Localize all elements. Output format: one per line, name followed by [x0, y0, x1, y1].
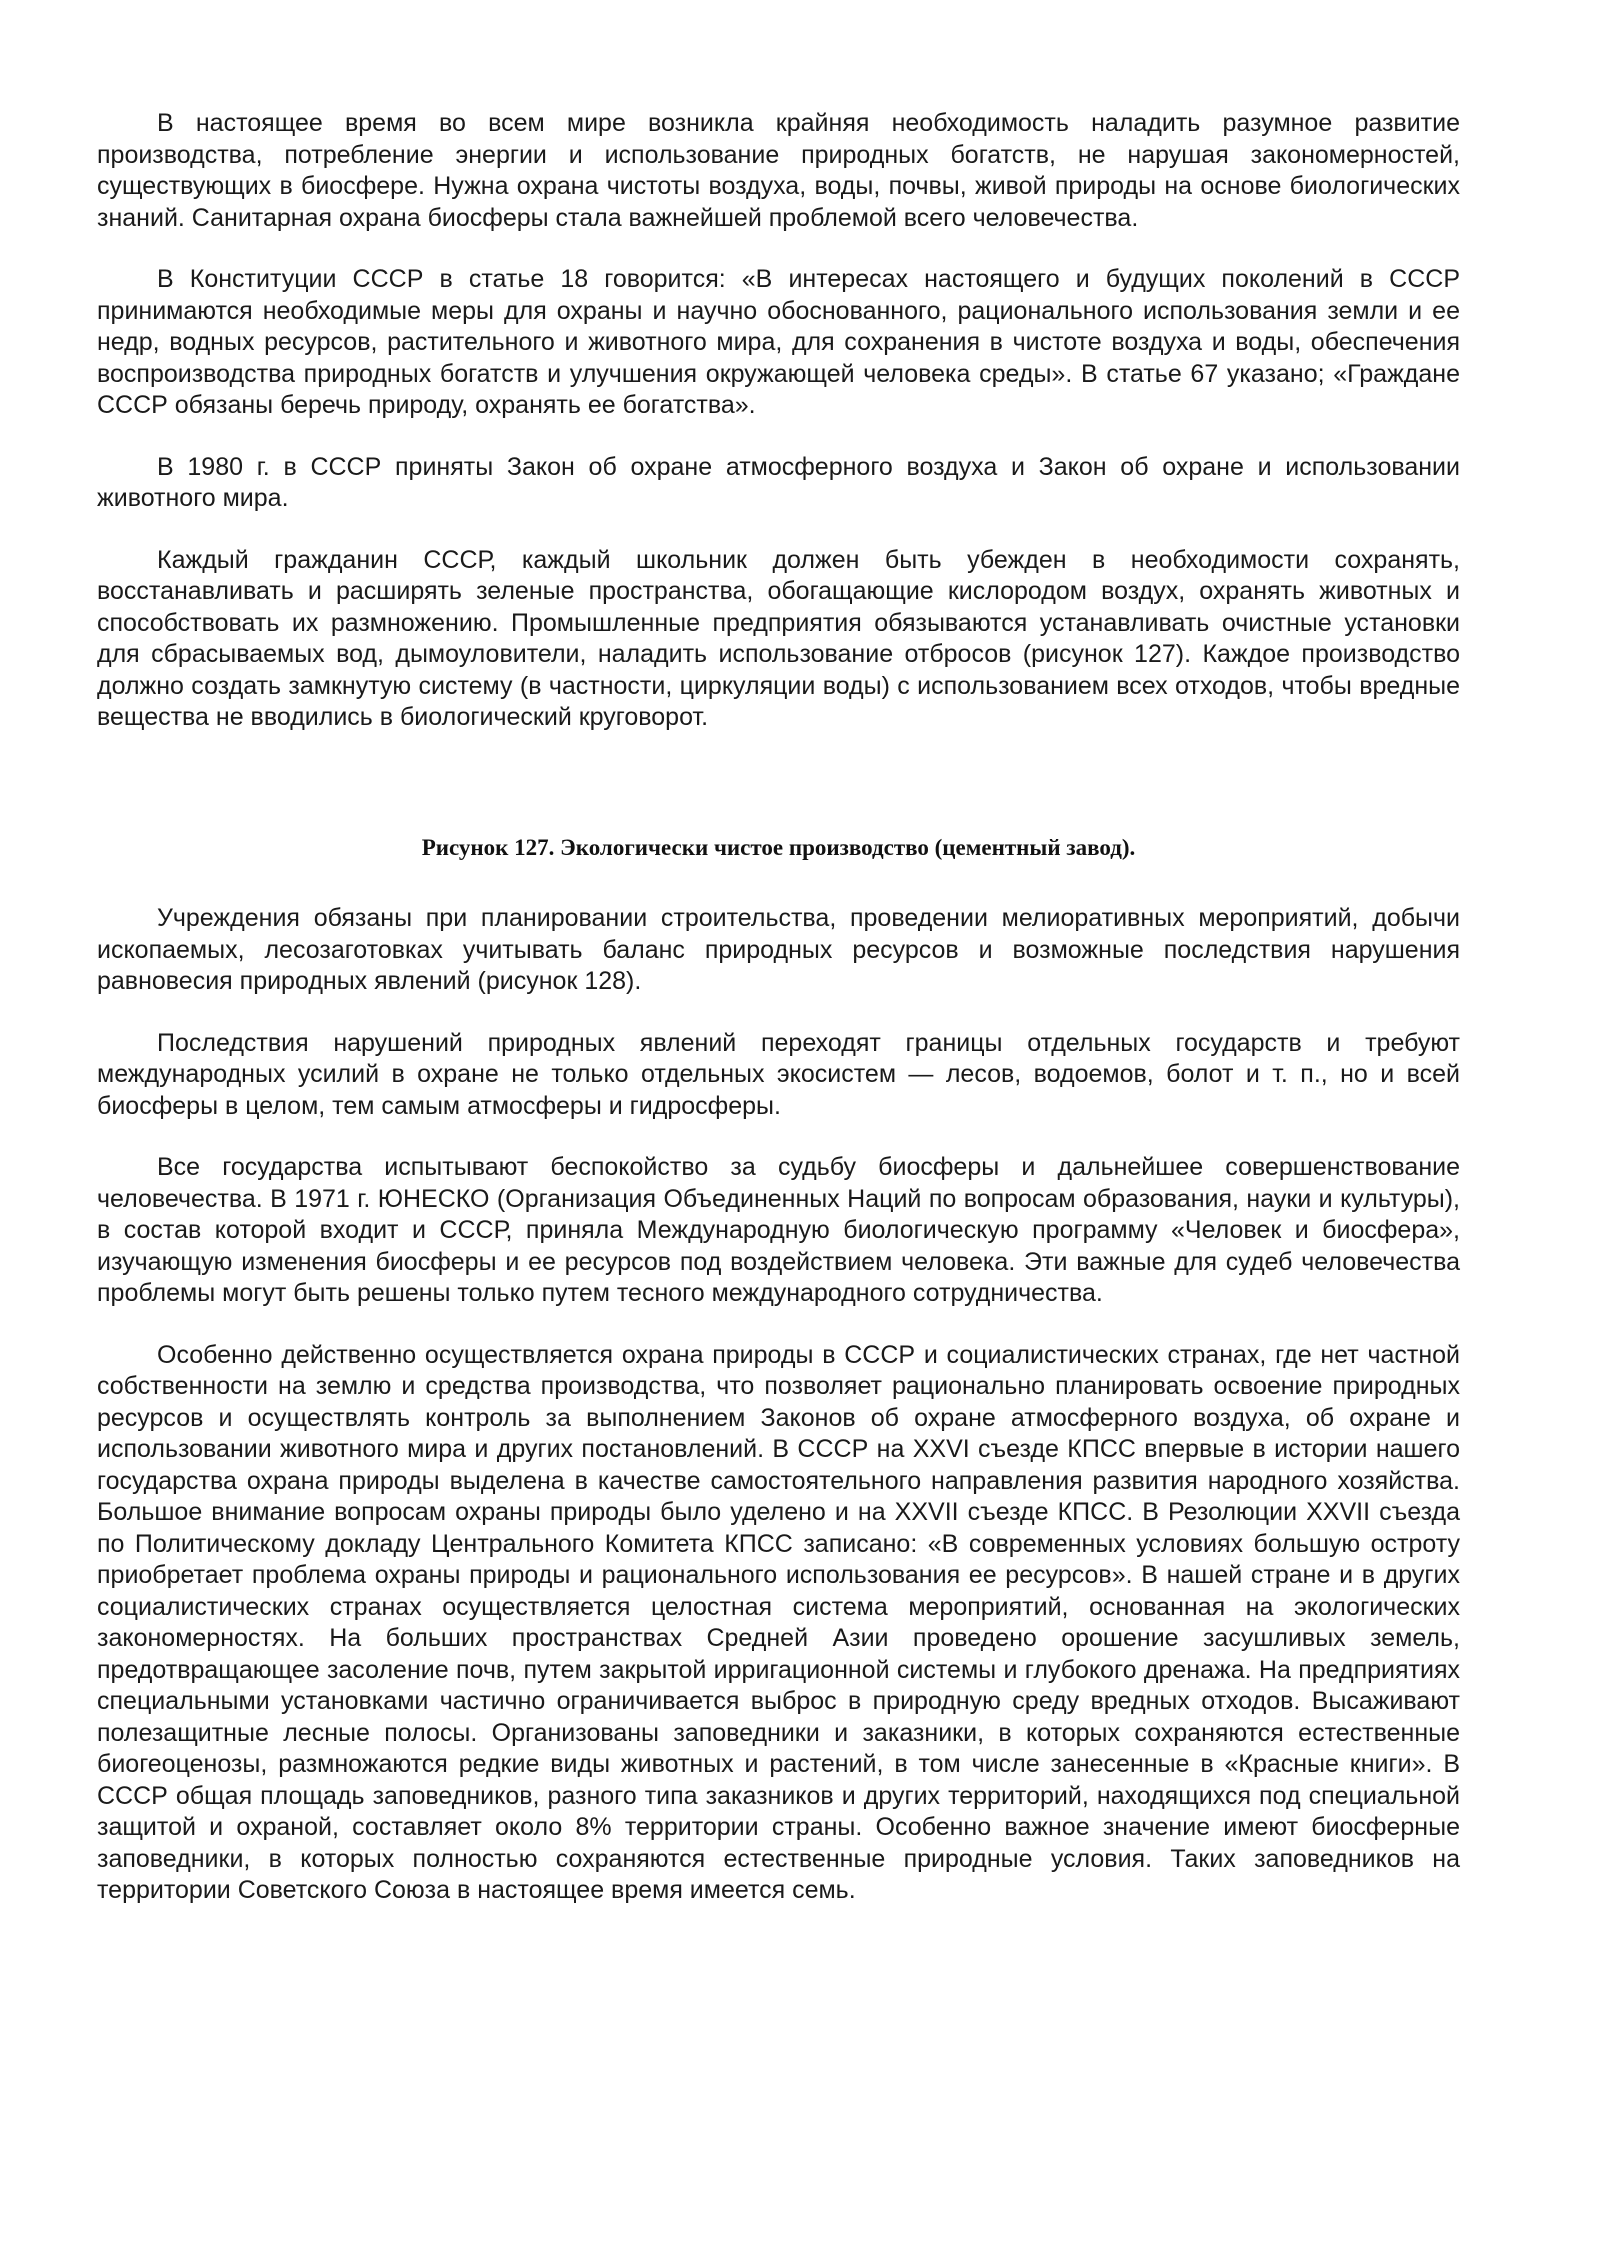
paragraph-6: Последствия нарушений природных явлений переходят границы отдельных государств и требуют международных усилий в охране не только отдельных экосистем — лесов, водоемов, болот и т. п., но и всей биосферы в целом, тем самым атмосферы и гидросферы. [97, 1028, 1460, 1120]
paragraph-7: Все государства испытывают беспокойство за судьбу биосферы и дальнейшее совершенствование человечества. В 1971 г. ЮНЕСКО (Организация Объединенных Наций по вопросам образования, науки и культуры), в состав которой входит и СССР, приняла Международную биологическую программу «Человек и биосфера», изучающую изменения биосферы и ее ресурсов под воздействием человека. Эти важные для судеб человечества проблемы могут быть решены только путем тесного международного сотрудничества. [97, 1153, 1460, 1307]
paragraph-2: В Конституции СССР в статье 18 говорится: «В интересах настоящего и будущих поколений в СССР принимаются необходимые меры для охраны и научно обоснованного, рационального использования земли и ее недр, водных ресурсов, растительного и животного мира, для сохранения в чистоте воздуха и воды, обеспечения воспроизводства природных богатств и улучшения окружающей человека среды». В статье 67 указано; «Граждане СССР обязаны беречь природу, охранять ее богатства». [97, 265, 1460, 419]
paragraph-4: Каждый гражданин СССР, каждый школьник должен быть убежден в необходимости сохранять, восстанавливать и расширять зеленые пространства, обогащающие кислородом воздух, охранять животных и способствовать их размножению. Промышленные предприятия обязываются устанавливать очистные установки для сбрасываемых вод, дымоуловители, наладить использование отбросов (рисунок 127). Каждое производство должно создать замкнутую систему (в частности, циркуляции воды) с использованием всех отходов, чтобы вредные вещества не вводились в биологический круговорот. [97, 545, 1460, 731]
figure-caption: Рисунок 127. Экологически чистое производство (цементный завод). [421, 834, 1136, 860]
paragraph-3: В 1980 г. в СССР приняты Закон об охране атмосферного воздуха и Закон об охране и использовании животного мира. [97, 452, 1460, 512]
paragraph-1: В настоящее время во всем мире возникла крайняя необходимость наладить разумное развитие производства, потребление энергии и использование природных богатств, не нарушая закономерностей, существующих в биосфере. Нужна охрана чистоты воздуха, воды, почвы, живой природы на основе биологических знаний. Санитарная охрана биосферы стала важнейшей проблемой всего человечества. [97, 109, 1460, 232]
paragraph-5: Учреждения обязаны при планировании строительства, проведении мелиоративных мероприятий, добычи ископаемых, лесозаготовках учитывать баланс природных ресурсов и возможные последствия нарушения равновесия природных явлений (рисунок 128). [97, 904, 1460, 995]
paragraph-8: Особенно действенно осуществляется охрана природы в СССР и социалистических странах, где нет частной собственности на землю и средства производства, что позволяет рационально планировать освоение природных ресурсов и осуществлять контроль за выполнением Законов об охране атмосферного воздуха, об охране и использовании животного мира и других постановлений. В СССР на XXVI съезде КПСС впервые в истории нашего государства охрана природы выделена в качестве самостоятельного направления развития народного хозяйства. Большое внимание вопросам охраны природы было уделено и на XXVII съезде КПСС. В Резолюции XXVII съезда по Политическому докладу Центрального Комитета КПСС записано: «В современных условиях большую остроту приобретает проблема охраны природы и рационального использования ее ресурсов». В нашей стране и в других социалистических странах осуществляется целостная система мероприятий, основанная на экологических закономерностях. На больших пространствах Средней Азии проведено орошение засушливых земель, предотвращающее засоление почв, путем закрытой ирригационной системы и глубокого дренажа. На предприятиях специальными установками частично ограничивается выброс в природную среду вредных отходов. Высаживают полезащитные лесные полосы. Организованы заповедники и заказники, в которых сохраняются естественные биогеоценозы, размножаются редкие виды животных и растений, в том числе занесенные в «Красные книги». В СССР общая площадь заповедников, разного типа заказников и других территорий, находящихся под специальной защитой и охраной, составляет около 8% территории страны. Особенно важное значение имеют биосферные заповедники, в которых полностью сохраняются естественные природные условия. Таких заповедников на территории Советского Союза в настоящее время имеется семь. [97, 1340, 1460, 1904]
figure-placeholder-gap [97, 764, 1460, 802]
document-page [97, 108, 1460, 1937]
